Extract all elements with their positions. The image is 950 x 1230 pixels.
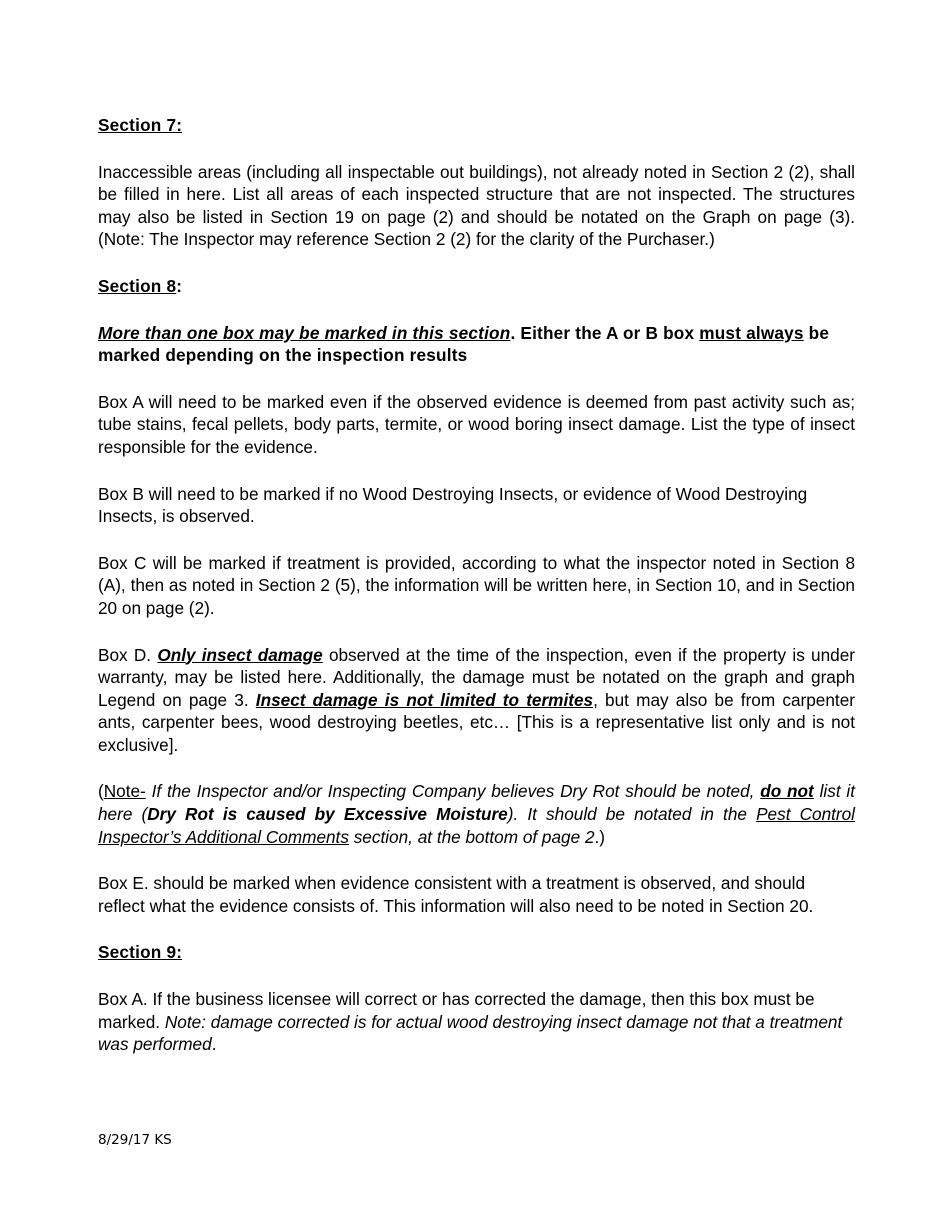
footer-date-initials: 8/29/17 KS xyxy=(98,1132,172,1148)
box-d-text: observed at the time of the inspection, even if the property is under warranty, may be listed here. Additionally, the damage must be notated on the graph and graph Legend on page 3. xyxy=(98,644,856,710)
note-text-3: ). It should be notated in the xyxy=(507,804,757,825)
section-8-intro xyxy=(98,322,855,367)
document-page xyxy=(98,114,855,1080)
note-text-2: list it here ( xyxy=(98,781,856,825)
note-dry-rot: Dry Rot is caused by Excessive Moisture xyxy=(147,804,508,825)
section-8-heading xyxy=(98,275,855,298)
section-7-body: Inaccessible areas (including all inspectable out buildings), not already noted in Section 2 (2), shall be filled in here. List all areas of each inspected structure that are not inspected. The structures may also be listed in Section 19 on page (2) and should be notated on the Graph on page (3). (Note: The Inspector may reference Section 2 (2) for the clarity of the Purchaser.) xyxy=(98,161,855,250)
section-8-box-d xyxy=(98,644,855,757)
note-close: .) xyxy=(594,826,605,847)
section-9-box-a-period: . xyxy=(211,1034,217,1055)
section-7-heading: Section 7: xyxy=(98,115,183,135)
box-d-only-insect-damage: Only insect damage xyxy=(157,644,323,665)
section-8-box-b: Box B will need to be marked if no Wood Destroying Insects, or evidence of Wood Destroying Insects, is observed. xyxy=(98,483,808,527)
section-8-heading-text: Section 8 xyxy=(98,275,177,296)
section-9-box-a-note: Note: damage corrected is for actual wood destroying insect damage not that a treatment was performed xyxy=(98,1011,843,1055)
note-text-4: section, at the bottom of page 2 xyxy=(348,826,595,847)
section-8-intro-emphasis: More than one box may be marked in this section xyxy=(98,322,511,343)
section-8-dry-rot-note xyxy=(98,780,855,848)
section-8-intro-text: . Either the A or B box xyxy=(510,322,700,343)
section-8-intro-must-always: must always xyxy=(699,322,804,343)
note-comments-reference: Pest Control Inspector’s Additional Comments xyxy=(98,804,856,847)
section-8-heading-colon: : xyxy=(176,275,183,296)
section-8-intro-tail: be marked depending on the inspection results xyxy=(98,322,830,366)
note-do-not: do not xyxy=(760,781,814,802)
note-open-paren: ( xyxy=(98,781,104,802)
section-9-box-a xyxy=(98,988,855,1056)
section-9-box-a-text: Box A. If the business licensee will correct or has corrected the damage, then this box must be marked. xyxy=(98,989,815,1032)
note-label: Note- xyxy=(103,781,146,802)
note-text-1: If the Inspector and/or Inspecting Company believes Dry Rot should be noted, xyxy=(145,781,761,802)
box-d-label: Box D. xyxy=(98,644,158,665)
section-8-box-c: Box C will be marked if treatment is provided, according to what the inspector noted in Section 8 (A), then as noted in Section 2 (5), the information will be written here, in Section 10, and in Section 20 on page (2). xyxy=(98,552,855,618)
box-d-tail: , but may also be from carpenter ants, carpenter bees, wood destroying beetles, etc… [This is a representative list only and is not exclusive]. xyxy=(98,689,855,755)
section-8-box-a: Box A will need to be marked even if the observed evidence is deemed from past activity such as; tube stains, fecal pellets, body parts, termite, or wood boring insect damage. List the type of insect responsible for the evidence. xyxy=(98,391,855,457)
section-8-box-e: Box E. should be marked when evidence consistent with a treatment is observed, and should reflect what the evidence consists of. This information will also need to be noted in Section 20. xyxy=(98,873,814,916)
box-d-not-limited: Insect damage is not limited to termites xyxy=(255,689,594,710)
section-9-heading: Section 9: xyxy=(98,942,183,963)
